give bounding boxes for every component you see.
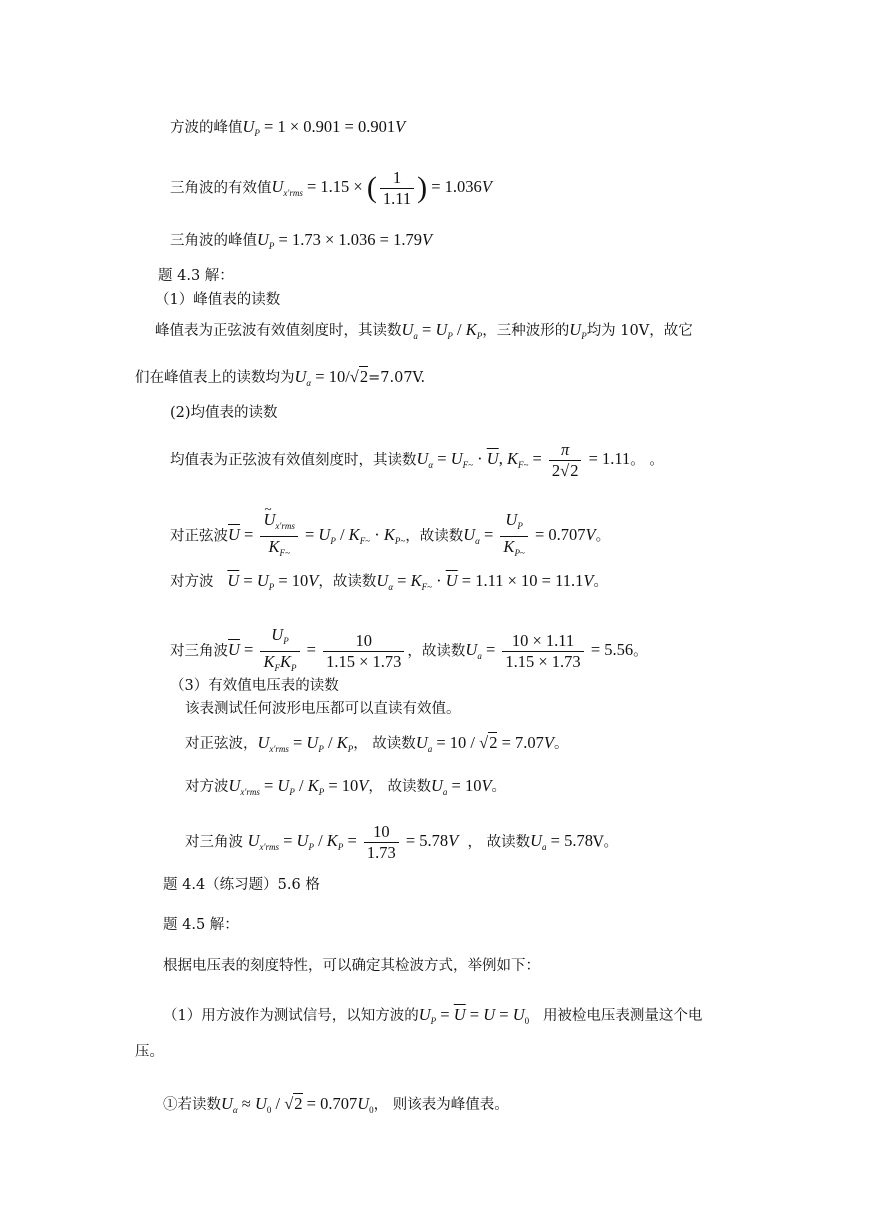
heading-problem-4-4: 题 4.4（练习题）5.6 格 xyxy=(163,877,320,893)
line-rms-sine: 对正弦波，$U_{x'rms} = U_P / K_P$， 故读数$U_a = 10 / √2 = 7.07V$。 xyxy=(185,733,569,754)
line-triangle-peak: 三角波的峰值$U_P = 1.73 \times 1.036 = 1.79V$ xyxy=(170,230,433,251)
heading-peak-meter: （1）峰值表的读数 xyxy=(155,292,281,308)
line-triangle-rms: 三角波的有效值$U_{x'rms} = 1.15$ × ( $\frac{1}{1.11}$ ) = 1.036V xyxy=(170,168,492,208)
line-peak-meter-criterion: ①若读数$U_\alpha \approx U_0 / √2 = 0.707U_0$， 则该表为峰值表。 xyxy=(163,1094,509,1115)
line-average-triangle: 对三角波$\overline{U}$ = $\frac{U_P}{K_FK_P}$ = $\frac{10}{1.15 \times 1.73}$ ，故读数$U_a$ = $\frac{10 \times 1.11}{1.15 \times 1.73}$ = 5.56。 xyxy=(170,625,648,678)
line-rms-triangle: 对三角波 $U_{x'rms} = U_P / K_P$ = $\frac{10}{1.73}$ = 5.78V ， 故读数$U_a = 5.78V$。 xyxy=(185,822,618,862)
line-average-meter-text: 均值表为正弦波有效值刻度时，其读数$U_\alpha = U_{F\sim} \cdot \overline{U}$, $K_{F\sim}$ = $\frac{\pi}{2√2}$ = 1.11。 。 xyxy=(170,440,664,480)
line-square-test-signal-cont: 压。 xyxy=(135,1044,164,1060)
line-peak-meter-text: 峰值表为正弦波有效值刻度时，其读数$U_a = U_P / K_P$，三种波形的$U_P$均为 10V，故它 xyxy=(155,320,693,341)
line-rms-meter-desc: 该表测试任何波形电压都可以直读有效值。 xyxy=(185,701,461,717)
line-average-sine: 对正弦波$\overline{U}$ = ~ $\frac{U_{x'rms}}{K_{F\sim}}$ = $U_P / K_{F\sim} \cdot K_{P\sim}$，故读数$U_\alpha$ = $\frac{U_P}{K_{P\sim}}$ = 0.707V。 xyxy=(170,510,610,563)
line-rms-square: 对方波$U_{x'rms} = U_P / K_P = 10V$， 故读数$U_a = 10V$。 xyxy=(185,776,507,797)
line-average-square: 对方波 $\overline{U} = U_P = 10V$，故读数$U_\alpha = K_{F\sim} \cdot \overline{U} = 1.11 \times 10 = 11.1V$。 xyxy=(170,571,608,592)
line-square-test-signal: （1）用方波作为测试信号，以知方波的$U_P = \overline{U} = U = U_0$ 用被检电压表测量这个电 xyxy=(163,1005,703,1026)
line-problem-4-5-intro: 根据电压表的刻度特性，可以确定其检波方式，举例如下： xyxy=(163,958,540,974)
heading-rms-meter: （3）有效值电压表的读数 xyxy=(170,678,339,694)
heading-problem-4-3: 题 4.3 解： xyxy=(158,268,234,284)
line-square-peak: 方波的峰值$U_P = 1 \times 0.901 = 0.901V$ xyxy=(170,117,406,138)
heading-problem-4-5: 题 4.5 解： xyxy=(163,917,239,933)
heading-average-meter: (2)均值表的读数 xyxy=(170,405,278,421)
line-peak-meter-reading: 们在峰值表上的读数均为$U_\alpha = 10/√2=7.07V$. xyxy=(135,367,426,388)
